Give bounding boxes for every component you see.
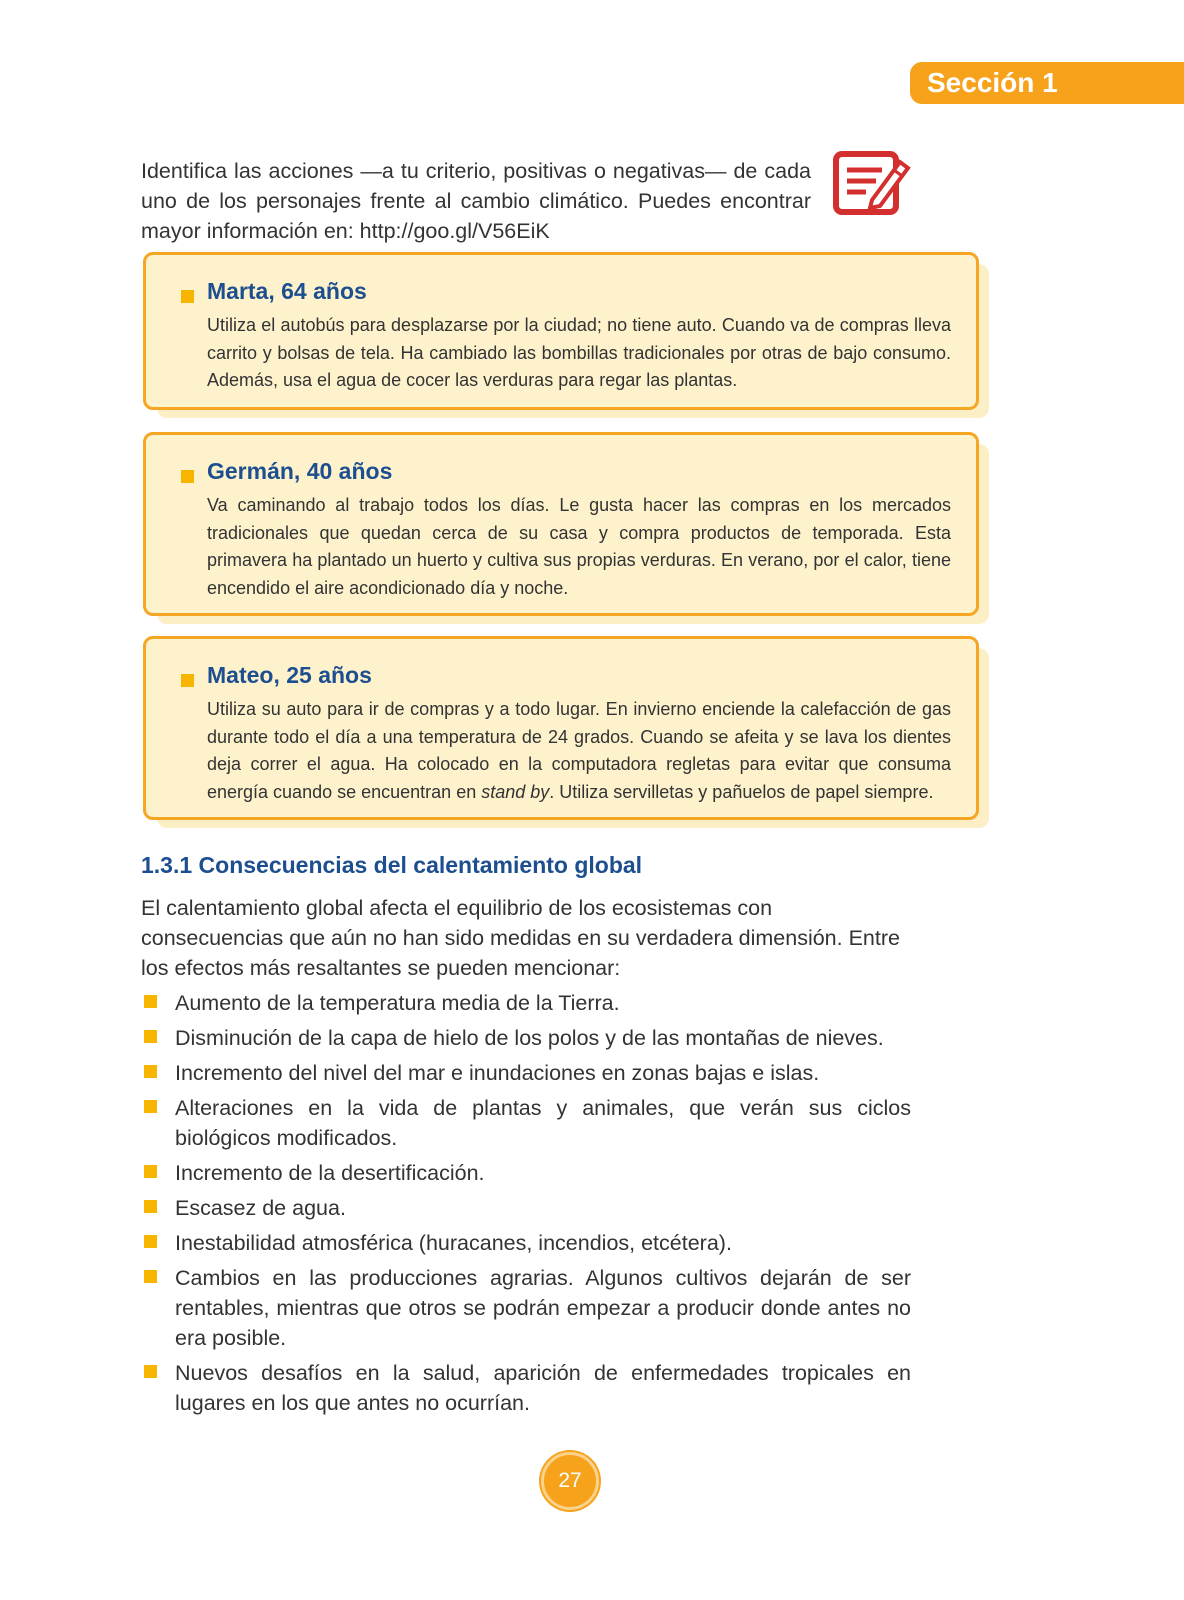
list-item: Incremento de la desertificación. [141,1158,911,1188]
card-title: Germán, 40 años [207,458,393,484]
section-heading: 1.3.1 Consecuencias del calentamiento global [141,852,643,878]
card-title: Mateo, 25 años [207,662,372,688]
consequences-list [141,988,911,1423]
card-text: Va caminando al trabajo todos los días. Le gusta hacer las compras en los mercados tradicionales que quedan cerca de su casa y compra productos de temporada. Esta primavera ha plantado un huerto y cultiva sus propias verduras. En verano, por el calor, tiene encendido el aire acondicionado día y noche. [207,495,951,598]
list-item: Incremento del nivel del mar e inundaciones en zonas bajas e islas. [141,1058,911,1088]
character-card-german [143,432,981,616]
intro-text: Identifica las acciones —a tu criterio, positivas o negativas— de cada uno de los personajes frente al cambio climático. Puedes encontrar mayor información en: http://goo.gl/V56EiK [141,159,811,243]
edit-document-icon [832,150,912,222]
list-item: Disminución de la capa de hielo de los polos y de las montañas de nieves. [141,1023,911,1053]
list-item: Nuevos desafíos en la salud, aparición de enfermedades tropicales en lugares en los que antes no ocurrían. [141,1358,911,1418]
section-tab: Sección 1 [910,62,1184,104]
page-number: 27 [541,1452,599,1510]
bullet-square [181,674,194,687]
list-item: Inestabilidad atmosférica (huracanes, incendios, etcétera). [141,1228,911,1258]
list-item: Escasez de agua. [141,1193,911,1223]
list-item: Aumento de la temperatura media de la Tierra. [141,988,911,1018]
character-card-marta [143,252,981,410]
bullet-square [181,470,194,483]
card-text: Utiliza el autobús para desplazarse por la ciudad; no tiene auto. Cuando va de compras lleva carrito y bolsas de tela. Ha cambiado las bombillas tradicionales por otras de bajo consumo. Además, usa el agua de cocer las verduras para regar las plantas. [207,315,951,390]
list-item: Alteraciones en la vida de plantas y animales, que verán sus ciclos biológicos modificados. [141,1093,911,1153]
list-item: Cambios en las producciones agrarias. Algunos cultivos dejarán de ser rentables, mientras que otros se podrán empezar a producir donde antes no era posible. [141,1263,911,1353]
bullet-square [181,290,194,303]
card-title: Marta, 64 años [207,278,367,304]
character-card-mateo [143,636,981,820]
italic-term: stand by [481,781,550,802]
section-paragraph: El calentamiento global afecta el equilibrio de los ecosistemas con consecuencias que aún no han sido medidas en su verdadera dimensión. Entre los efectos más resaltantes se pueden mencionar: [141,896,900,980]
card-text: Utiliza su auto para ir de compras y a todo lugar. En invierno enciende la calefacción de gas durante todo el día a una temperatura de 24 grados. Cuando se afeita y se lava los dientes deja correr el agua. Ha colocado en la computadora regletas para evitar que consuma energía cuando se encuentran en stand by. Utiliza servilletas y pañuelos de papel siempre. [207,699,951,802]
